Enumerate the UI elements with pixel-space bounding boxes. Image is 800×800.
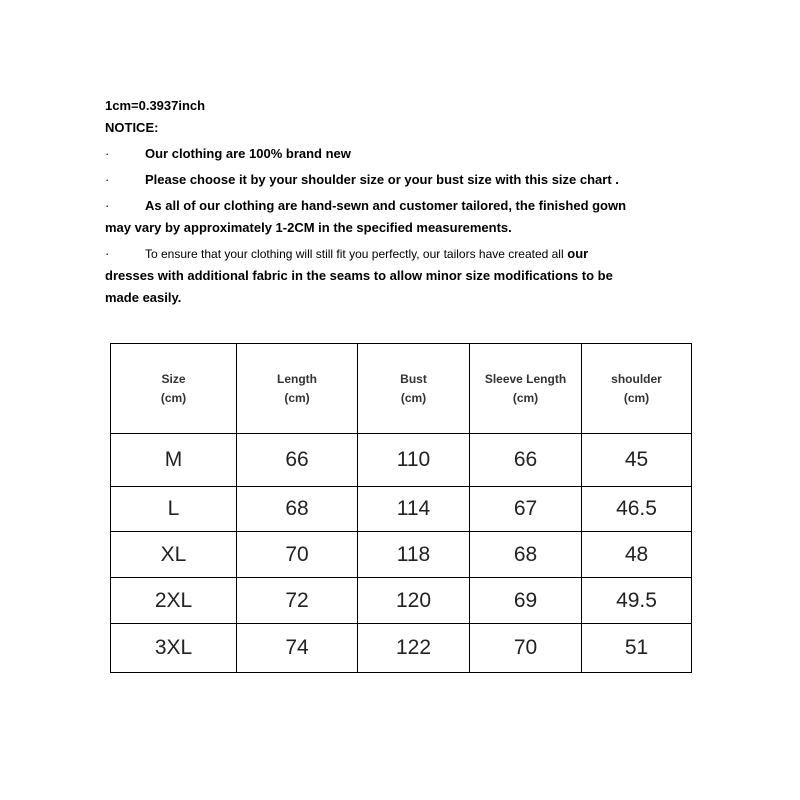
column-header-sleeve-length: Sleeve Length (cm) xyxy=(470,344,582,434)
table-header-row xyxy=(111,344,692,434)
bullet-icon: · xyxy=(105,246,110,261)
column-header-length: Length (cm) xyxy=(237,344,358,434)
notice-item-text-continued: may vary by approximately 1-2CM in the specified measurements. xyxy=(105,220,512,235)
cell-size: 2XL xyxy=(111,578,237,624)
cell-sleeve-length: 67 xyxy=(470,487,582,532)
cell-size: M xyxy=(111,434,237,487)
notice-item-choose-size xyxy=(105,169,685,191)
cell-sleeve-length: 66 xyxy=(470,434,582,487)
cell-length: 74 xyxy=(237,624,358,673)
notice-item-text: Please choose it by your shoulder size or your bust size with this size chart . xyxy=(145,172,619,187)
cell-shoulder: 46.5 xyxy=(582,487,692,532)
column-header-shoulder: shoulder (cm) xyxy=(582,344,692,434)
cell-sleeve-length: 68 xyxy=(470,532,582,578)
notice-item-additional-fabric xyxy=(105,243,685,309)
cell-shoulder: 48 xyxy=(582,532,692,578)
cell-bust: 110 xyxy=(358,434,470,487)
table-row xyxy=(111,487,692,532)
cell-shoulder: 45 xyxy=(582,434,692,487)
cell-shoulder: 49.5 xyxy=(582,578,692,624)
cell-bust: 114 xyxy=(358,487,470,532)
table-row xyxy=(111,624,692,673)
cell-size: XL xyxy=(111,532,237,578)
size-notice xyxy=(105,95,685,309)
notice-item-text: As all of our clothing are hand-sewn and customer tailored, the finished gown xyxy=(145,198,627,213)
column-header-size: Size (cm) xyxy=(111,344,237,434)
table-row xyxy=(111,532,692,578)
notice-item-text-bold: our xyxy=(567,246,589,261)
unit-conversion: 1cm=0.3937inch xyxy=(105,98,206,113)
size-chart-table xyxy=(110,343,692,673)
notice-item-text-continued: made easily. xyxy=(105,290,182,305)
cell-sleeve-length: 69 xyxy=(470,578,582,624)
bullet-icon: · xyxy=(105,172,110,187)
cell-size: L xyxy=(111,487,237,532)
cell-bust: 120 xyxy=(358,578,470,624)
table-row xyxy=(111,578,692,624)
table-row xyxy=(111,434,692,487)
cell-shoulder: 51 xyxy=(582,624,692,673)
notice-item-brand-new xyxy=(105,143,685,165)
cell-bust: 122 xyxy=(358,624,470,673)
bullet-icon: · xyxy=(105,198,110,213)
cell-size: 3XL xyxy=(111,624,237,673)
notice-heading: NOTICE: xyxy=(105,120,159,135)
notice-item-text: Our clothing are 100% brand new xyxy=(145,146,351,161)
column-header-bust: Bust (cm) xyxy=(358,344,470,434)
notice-item-text-continued: dresses with additional fabric in the seams to allow minor size modifications to be xyxy=(105,268,613,283)
bullet-icon: · xyxy=(105,146,110,161)
notice-item-text: To ensure that your clothing will still fit you perfectly, our tailors have created all xyxy=(145,247,564,261)
cell-sleeve-length: 70 xyxy=(470,624,582,673)
cell-length: 70 xyxy=(237,532,358,578)
cell-length: 72 xyxy=(237,578,358,624)
cell-length: 66 xyxy=(237,434,358,487)
cell-bust: 118 xyxy=(358,532,470,578)
cell-length: 68 xyxy=(237,487,358,532)
notice-item-hand-sewn xyxy=(105,195,685,239)
